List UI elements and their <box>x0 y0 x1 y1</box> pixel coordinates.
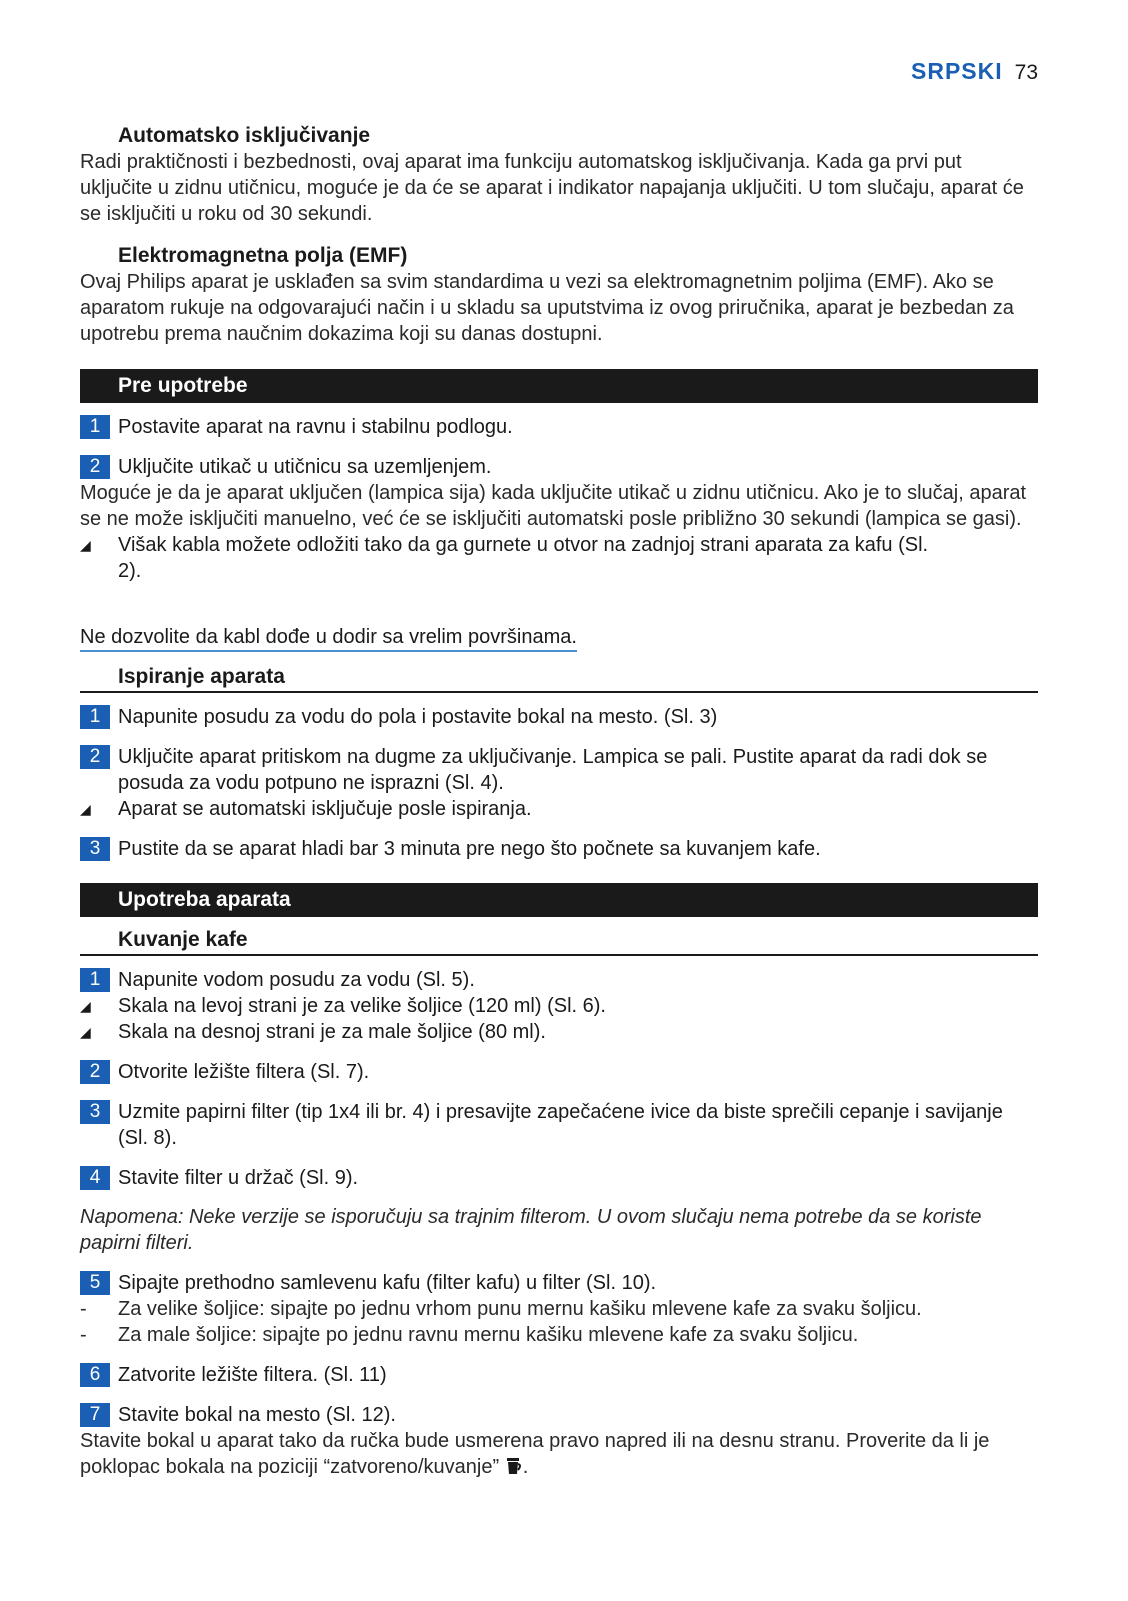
bullet-text: Skala na desnoj strani je za male šoljice (80 ml). <box>118 1021 546 1043</box>
brewing-heading: Kuvanje kafe <box>80 927 1038 956</box>
before-use-step-2-block <box>80 454 1038 584</box>
step-number: 2 <box>80 455 110 479</box>
step-number: 6 <box>80 1363 110 1387</box>
bullet-triangle-icon: ◢ <box>80 1024 91 1040</box>
usage-heading: Upotreba aparata <box>80 883 1038 917</box>
rinse-bullet <box>80 796 1038 822</box>
bullet-text: Aparat se automatski isključuje posle ispiranja. <box>118 798 532 820</box>
step-text: Uzmite papirni filter (tip 1x4 ili br. 4) i presavijte zapečaćene ivice da biste sprečili cepanje i savijanje (Sl. 8). <box>118 1101 1003 1149</box>
step-number: 4 <box>80 1166 110 1190</box>
jug-closed-icon <box>505 1456 523 1483</box>
dash-marker: - <box>80 1298 87 1320</box>
bullet-triangle-icon: ◢ <box>80 801 91 817</box>
language-label: SRPSKI <box>911 58 1003 84</box>
before-use-step-2-note: Moguće je da je aparat uključen (lampica sija) kada uključite utikač u zidnu utičnicu. Ako je to slučaj, aparat se ne može isključiti manuelno, već će se isključiti automatski posle približno 30 sekundi (lampica se gasi). <box>80 482 1027 530</box>
rinse-step-2-block <box>80 744 1038 822</box>
usage-step-7 <box>80 1402 1038 1428</box>
before-use-heading: Pre upotrebe <box>80 369 1038 403</box>
bullet-text: Skala na levoj strani je za velike šoljice (120 ml) (Sl. 6). <box>118 995 606 1017</box>
usage-dash-2 <box>80 1322 1038 1348</box>
before-use-step-1 <box>80 414 1038 440</box>
step-text: Zatvorite ležište filtera. (Sl. 11) <box>118 1364 387 1386</box>
page-number: 73 <box>1014 61 1038 84</box>
emf-text: Ovaj Philips aparat je usklađen sa svim standardima u vezi sa elektromagnetnim poljima (EMF). Ako se aparatom rukuje na odgovarajući način i u skladu sa uputstvima iz ovog priručnika, aparat je bezbedan za upotrebu prema naučnim dokazima koji su danas dostupni. <box>80 271 1014 345</box>
step-number: 1 <box>80 415 110 439</box>
rinse-step-2 <box>80 744 1038 796</box>
step-number: 1 <box>80 705 110 729</box>
usage-step-4 <box>80 1165 1038 1191</box>
usage-step-1 <box>80 967 1038 993</box>
bullet-triangle-icon: ◢ <box>80 998 91 1014</box>
auto-off-title: Automatsko isključivanje <box>118 124 371 147</box>
step-text: Uključite utikač u utičnicu sa uzemljenjem. <box>118 456 492 478</box>
dash-text: Za male šoljice: sipajte po jednu ravnu mernu kašiku mlevene kafe za svaku šoljicu. <box>118 1324 859 1346</box>
step-text: Uključite aparat pritiskom na dugme za uključivanje. Lampica se pali. Pustite aparat da radi dok se posuda za vodu potpuno ne isprazni (Sl. 4). <box>118 746 988 794</box>
rinse-heading: Ispiranje aparata <box>80 664 1038 693</box>
usage-step-5 <box>80 1270 1038 1296</box>
step-number: 5 <box>80 1271 110 1295</box>
usage-step-7-block <box>80 1402 1038 1483</box>
step-7-note-end: . <box>522 1456 529 1478</box>
step-number: 3 <box>80 837 110 861</box>
before-use-bullet <box>80 532 1038 584</box>
step-number: 2 <box>80 745 110 769</box>
step-number: 7 <box>80 1403 110 1427</box>
dash-marker: - <box>80 1324 87 1346</box>
step-number: 1 <box>80 968 110 992</box>
usage-dash-1 <box>80 1296 1038 1322</box>
step-text: Pustite da se aparat hladi bar 3 minuta pre nego što počnete sa kuvanjem kafe. <box>118 838 821 860</box>
bullet-triangle-icon: ◢ <box>80 537 91 553</box>
emf-section <box>80 243 1038 347</box>
step-text: Postavite aparat na ravnu i stabilnu podlogu. <box>118 416 513 438</box>
usage-bullet-1 <box>80 993 1038 1019</box>
before-use-step-2 <box>80 454 1038 480</box>
step-text: Napunite vodom posudu za vodu (Sl. 5). <box>118 969 475 991</box>
usage-step-5-block <box>80 1270 1038 1348</box>
page-header <box>911 58 1038 85</box>
step-number: 3 <box>80 1100 110 1124</box>
dash-text: Za velike šoljice: sipajte po jednu vrhom punu mernu kašiku mlevene kafe za svaku šoljicu. <box>118 1298 922 1320</box>
usage-step-3 <box>80 1099 1038 1151</box>
warning-block <box>80 624 1038 652</box>
step-text: Otvorite ležište filtera (Sl. 7). <box>118 1061 370 1083</box>
auto-off-text: Radi praktičnosti i bezbednosti, ovaj aparat ima funkciju automatskog isključivanja. Kada ga prvi put uključite u zidnu utičnicu, moguće je da će se aparat i indikator napajanja uključiti. U tom slučaju, aparat će se isključiti u roku od 30 sekundi. <box>80 151 1024 225</box>
usage-step-7-note <box>80 1428 1038 1483</box>
usage-step-2 <box>80 1059 1038 1085</box>
step-7-note-text: Stavite bokal u aparat tako da ručka bude usmerena pravo napred ili na desnu stranu. Proverite da li je poklopac bokala na poziciji “zatvoreno/kuvanje” <box>80 1430 990 1478</box>
usage-step-6 <box>80 1362 1038 1388</box>
usage-note: Napomena: Neke verzije se isporučuju sa trajnim filterom. U ovom slučaju nema potrebe da se koriste papirni filteri. <box>80 1206 982 1254</box>
rinse-step-1 <box>80 704 1038 730</box>
bullet-text: Višak kabla možete odložiti tako da ga gurnete u otvor na zadnjoj strani aparata za kafu (Sl. 2). <box>118 534 929 582</box>
step-text: Sipajte prethodno samlevenu kafu (filter kafu) u filter (Sl. 10). <box>118 1272 657 1294</box>
usage-bullet-2 <box>80 1019 1038 1045</box>
warning-text: Ne dozvolite da kabl dođe u dodir sa vrelim površinama. <box>80 624 577 652</box>
rinse-step-3 <box>80 836 1038 862</box>
auto-off-section <box>80 123 1038 227</box>
step-number: 2 <box>80 1060 110 1084</box>
step-text: Napunite posudu za vodu do pola i postavite bokal na mesto. (Sl. 3) <box>118 706 718 728</box>
step-text: Stavite bokal na mesto (Sl. 12). <box>118 1404 396 1426</box>
usage-step-1-block <box>80 967 1038 1045</box>
emf-title: Elektromagnetna polja (EMF) <box>118 244 408 267</box>
step-text: Stavite filter u držač (Sl. 9). <box>118 1167 359 1189</box>
